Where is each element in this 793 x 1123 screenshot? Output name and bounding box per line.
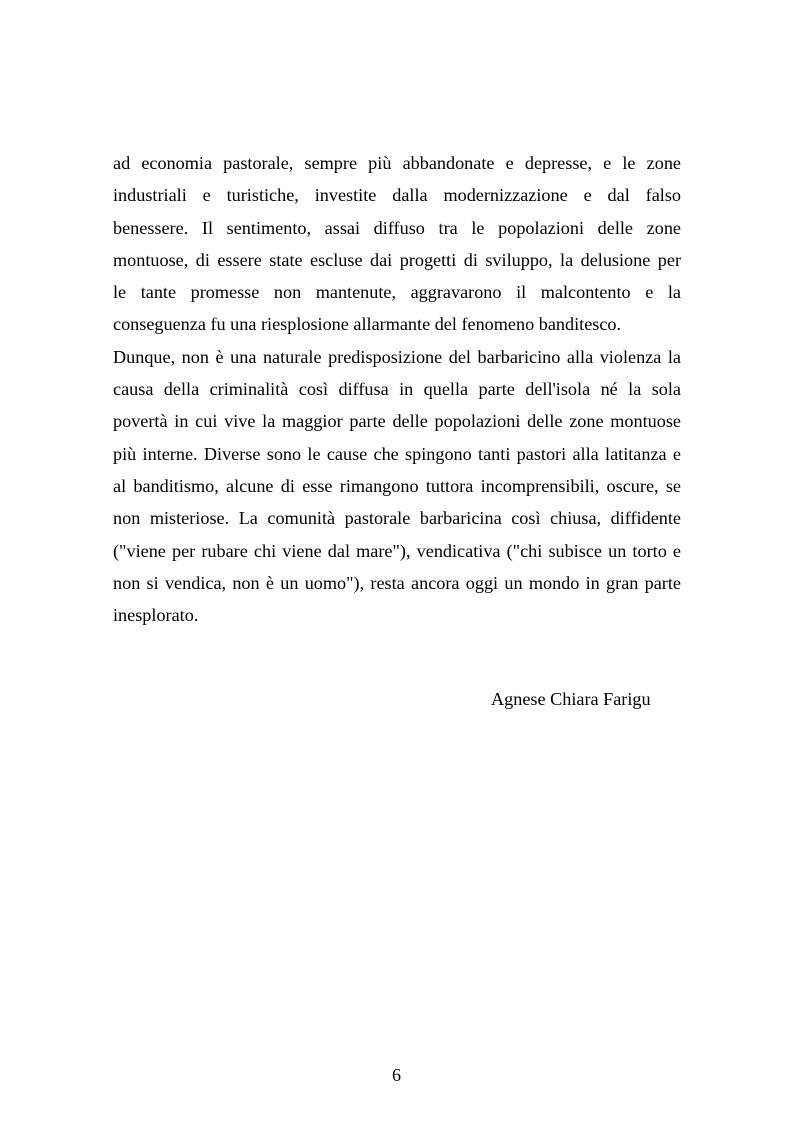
text-line: causa della criminalità così diffusa in quella parte dell'isola né la sola (113, 379, 681, 400)
text-line: non misteriose. La comunità pastorale barbaricina così chiusa, diffidente (113, 508, 681, 529)
body-text (113, 147, 681, 631)
text-line: le tante promesse non mantenute, aggravarono il malcontento e la (113, 282, 681, 303)
text-line: montuose, di essere state escluse dai progetti di sviluppo, la delusione per (113, 249, 681, 270)
page-number: 6 (392, 1065, 401, 1085)
text-line: benessere. Il sentimento, assai diffuso tra le popolazioni delle zone (113, 217, 681, 238)
author-signature: Agnese Chiara Farigu (491, 689, 651, 709)
text-line: più interne. Diverse sono le cause che spingono tanti pastori alla latitanza e (113, 443, 681, 464)
text-line: industriali e turistiche, investite dalla modernizzazione e dal falso (113, 185, 681, 206)
text-line: ("viene per rubare chi viene dal mare"), vendicativa ("chi subisce un torto e (113, 540, 681, 561)
text-line: ad economia pastorale, sempre più abbandonate e depresse, e le zone (113, 153, 681, 173)
text-line: al banditismo, alcune di esse rimangono tuttora incomprensibili, oscure, se (113, 475, 681, 496)
text-line: conseguenza fu una riesplosione allarmante del fenomeno banditesco. (113, 314, 622, 335)
text-line: Dunque, non è una naturale predisposizione del barbaricino alla violenza la (113, 346, 681, 367)
paragraph-1 (113, 147, 681, 341)
text-line: povertà in cui vive la maggior parte delle popolazioni delle zone montuose (113, 411, 681, 432)
text-line: non si vendica, non è un uomo"), resta ancora oggi un mondo in gran parte (113, 572, 681, 593)
paragraph-2 (113, 341, 681, 632)
text-line: inesplorato. (113, 605, 199, 626)
